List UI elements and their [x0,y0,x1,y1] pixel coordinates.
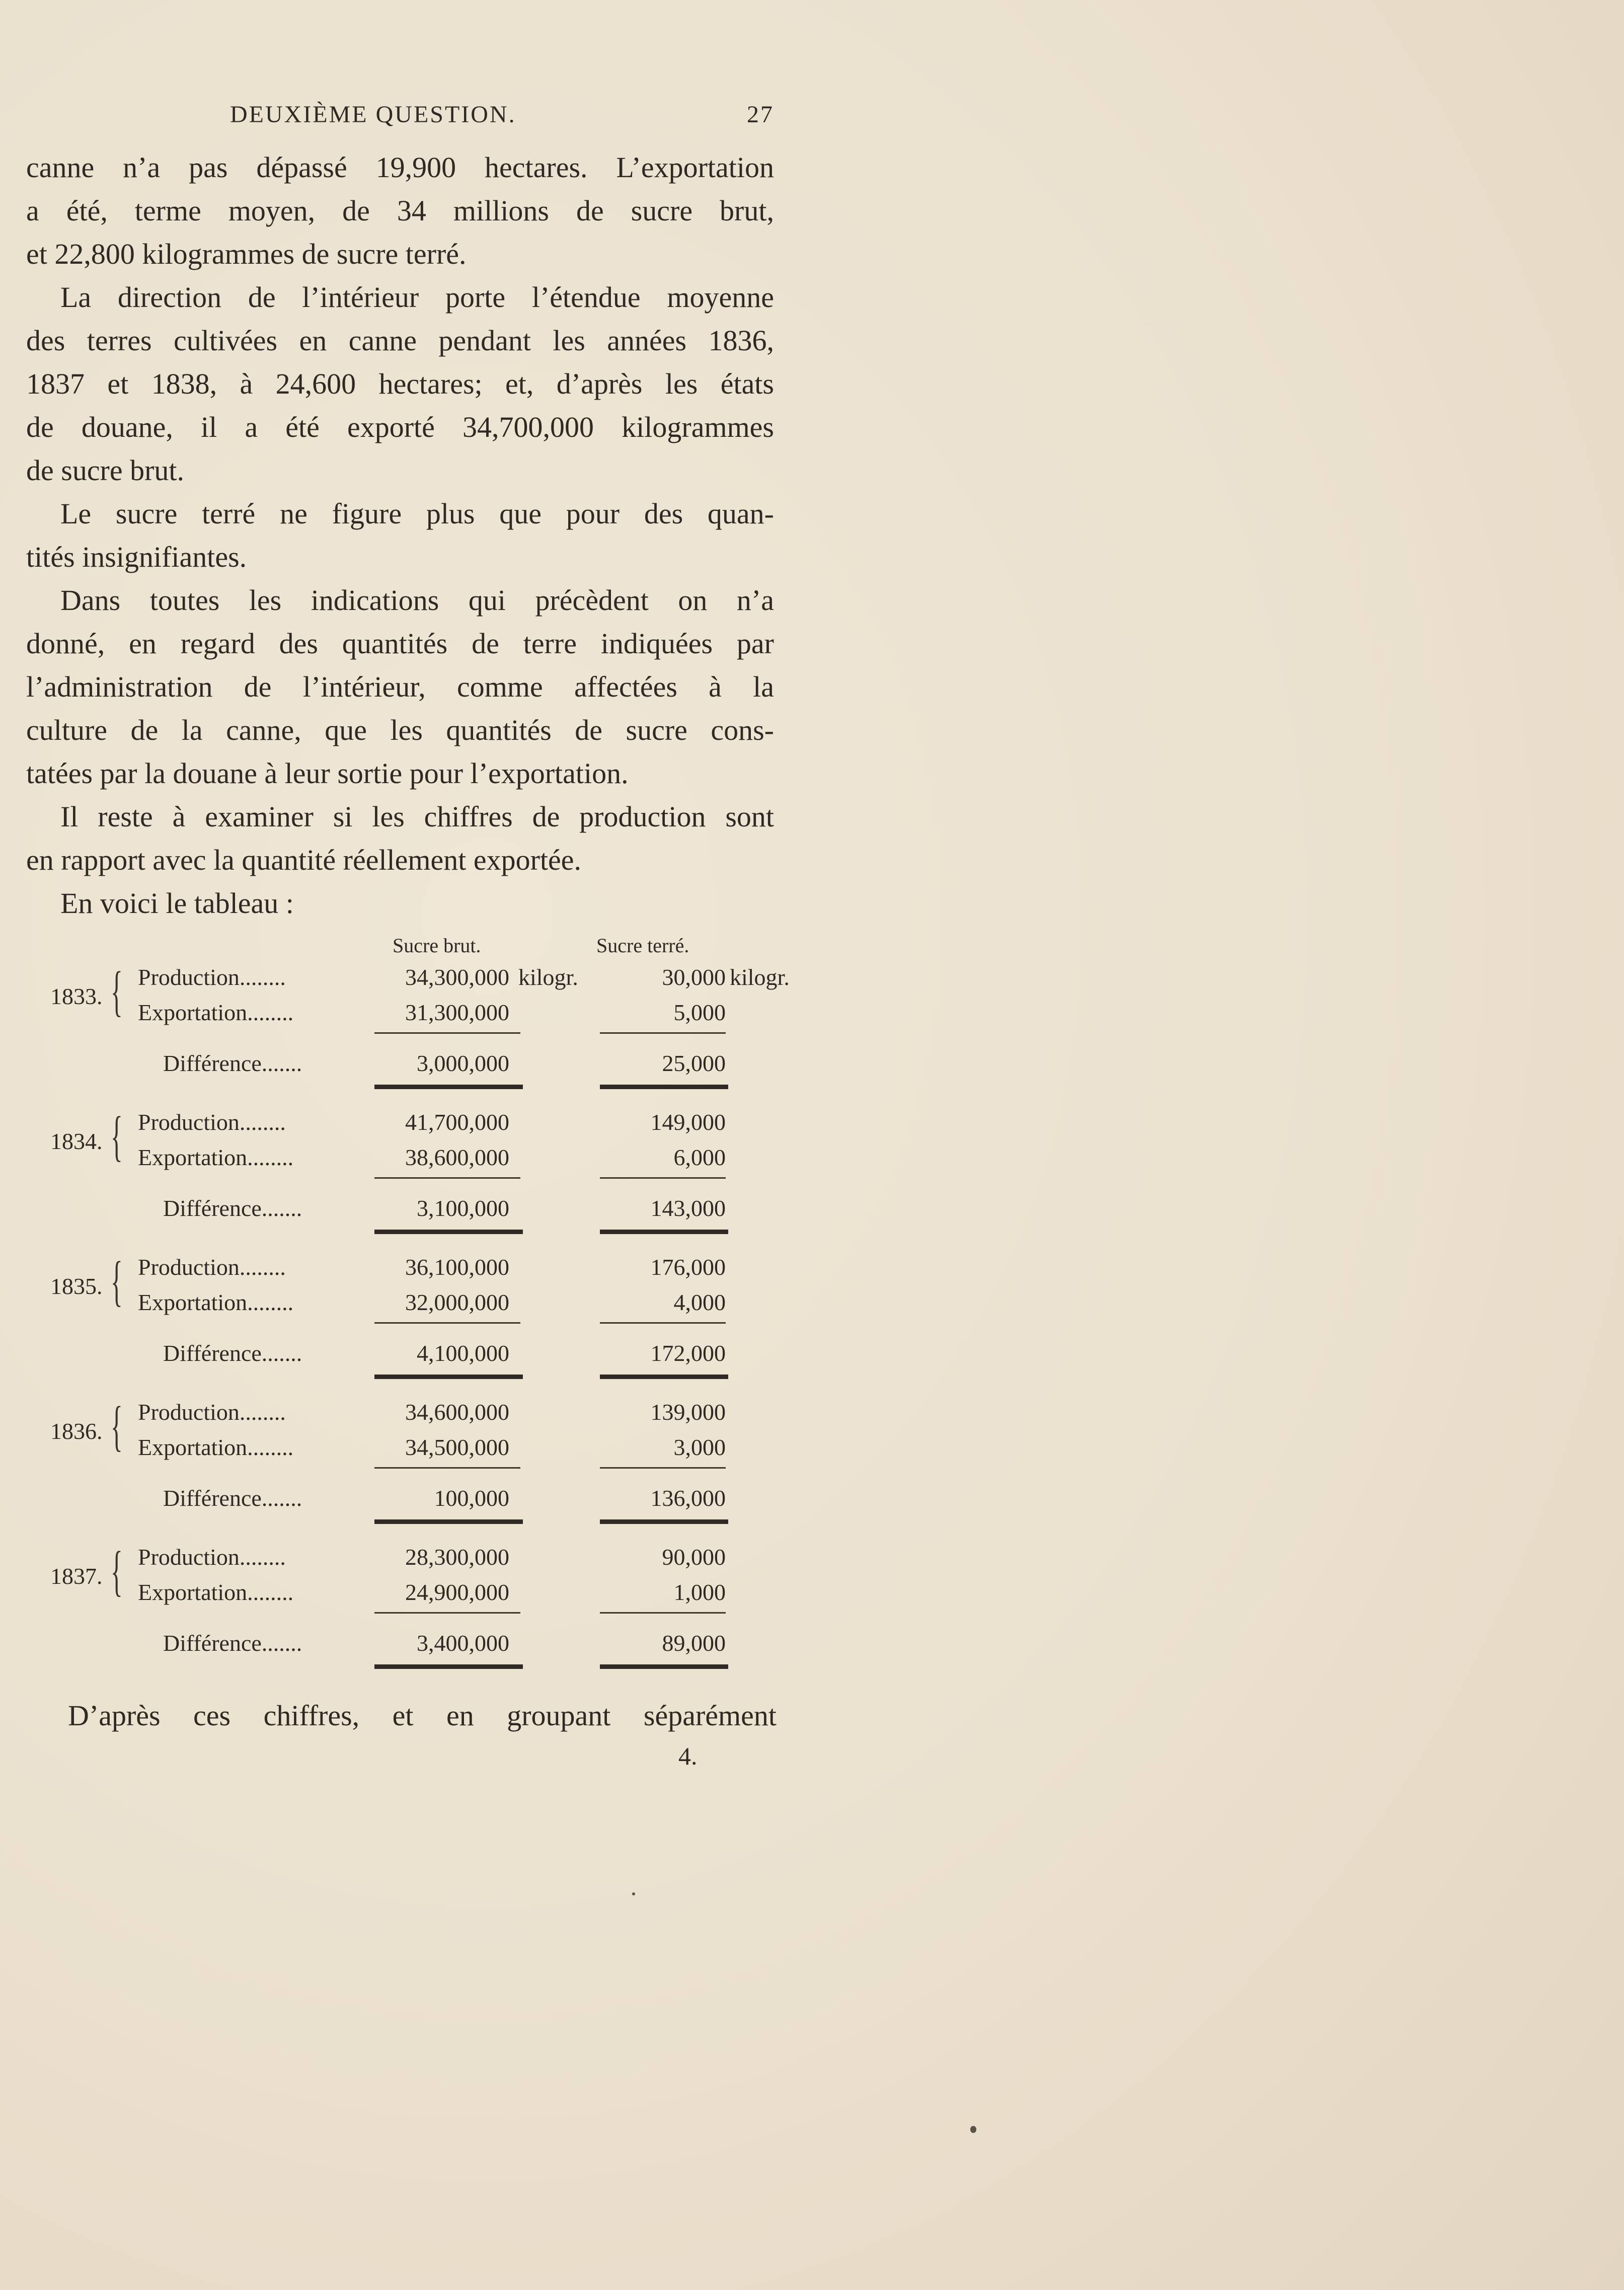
year-label: 1835. [50,1273,103,1299]
text-line: canne n’a pas dépassé 19,900 hectares. L’exportation [26,151,774,184]
exportation-label: Exportation........ [138,1000,294,1025]
year-block [26,960,790,1109]
brut-exportation-value: 34,500,000 [405,1434,509,1460]
total-double-rule [600,1664,728,1669]
exportation-label: Exportation........ [138,1289,294,1315]
production-label: Production........ [138,1254,286,1280]
year-label: 1837. [50,1563,103,1589]
text-line: culture de la canne, que les quantités de sucre cons- [26,714,774,746]
brut-difference-value: 3,400,000 [417,1630,509,1656]
total-double-rule [600,1375,728,1379]
brace-glyph: { [111,1250,123,1312]
year-block [26,1395,774,1544]
production-label: Production........ [138,1544,286,1570]
text-line: Le sucre terré ne figure plus que pour des quan- [60,497,774,530]
total-double-rule [374,1085,523,1089]
text-line: l’administration de l’intérieur, comme affectées à la [26,670,774,703]
terre-exportation-value: 3,000 [673,1434,726,1460]
column-header-sucre-terre: Sucre terré. [596,934,689,957]
brut-exportation-value: 24,900,000 [405,1579,509,1605]
brace-glyph: { [111,960,123,1022]
column-header-sucre-brut: Sucre brut. [393,934,481,957]
page-number: 27 [747,101,774,128]
total-double-rule [374,1230,523,1234]
exportation-label: Exportation........ [138,1579,294,1605]
brace-glyph: { [111,1105,123,1167]
year-block [26,1540,774,1689]
running-head: DEUXIÈME QUESTION. [230,101,516,128]
text-line: de sucre brut. [26,454,185,487]
production-label: Production........ [138,1399,286,1425]
text-line: a été, terme moyen, de 34 millions de sucre brut, [26,194,774,227]
sum-rule [374,1177,520,1179]
sum-rule [600,1322,726,1324]
brace-glyph: { [111,1540,123,1601]
total-double-rule [374,1519,523,1524]
brut-difference-value: 100,000 [434,1485,509,1511]
sum-rule [600,1612,726,1614]
ink-spot [970,2126,976,2133]
closing-line: D’après ces chiffres, et en groupant séparément [68,1699,777,1732]
difference-label: Différence....... [163,1485,302,1511]
sum-rule [374,1467,520,1469]
text-line: et 22,800 kilogrammes de sucre terré. [26,238,467,270]
terre-production-value: 30,000 [662,964,726,990]
difference-label: Différence....... [163,1195,302,1221]
body-text [26,146,774,925]
text-line: Dans toutes les indications qui précèdent on n’a [60,584,774,617]
text-line: La direction de l’intérieur porte l’étendue moyenne [60,281,774,314]
brut-production-value: 34,300,000 [405,964,509,990]
total-double-rule [374,1375,523,1379]
brut-difference-value: 3,000,000 [417,1050,509,1076]
sum-rule [374,1322,520,1324]
unit-label-terre: kilogr. [730,964,790,990]
brut-exportation-value: 31,300,000 [405,1000,509,1025]
terre-exportation-value: 6,000 [673,1144,726,1170]
sum-rule [374,1612,520,1614]
terre-difference-value: 136,000 [650,1485,726,1511]
brut-difference-value: 3,100,000 [417,1195,509,1221]
text-line: tités insignifiantes. [26,541,247,573]
text-line: donné, en regard des quantités de terre indiquées par [26,627,774,660]
page-header [26,101,774,136]
text-line: en rapport avec la quantité réellement exportée. [26,844,582,876]
terre-exportation-value: 4,000 [673,1289,726,1315]
terre-production-value: 176,000 [650,1254,726,1280]
brut-production-value: 34,600,000 [405,1399,509,1425]
text-line: Il reste à examiner si les chiffres de production sont [60,800,774,833]
difference-label: Différence....... [163,1050,302,1076]
brace-glyph: { [111,1395,123,1457]
terre-exportation-value: 1,000 [673,1579,726,1605]
year-block [26,1250,774,1399]
text-line: des terres cultivées en canne pendant les années 1836, [26,324,774,357]
production-label: Production........ [138,964,286,990]
year-label: 1836. [50,1418,103,1444]
total-double-rule [374,1664,523,1669]
sum-rule [600,1032,726,1034]
terre-difference-value: 25,000 [662,1050,726,1076]
total-double-rule [600,1085,728,1089]
brut-production-value: 28,300,000 [405,1544,509,1570]
year-label: 1833. [50,983,103,1009]
exportation-label: Exportation........ [138,1144,294,1170]
text-line: tatées par la douane à leur sortie pour l’exportation. [26,757,629,790]
terre-difference-value: 89,000 [662,1630,726,1656]
terre-production-value: 90,000 [662,1544,726,1570]
text-line: 1837 et 1838, à 24,600 hectares; et, d’après les états [26,367,774,400]
terre-production-value: 139,000 [650,1399,726,1425]
difference-label: Différence....... [163,1630,302,1656]
year-label: 1834. [50,1128,103,1154]
brut-production-value: 36,100,000 [405,1254,509,1280]
signature-mark: 4. [678,1742,698,1770]
total-double-rule [600,1519,728,1524]
sum-rule [374,1032,520,1034]
year-block [26,1105,774,1254]
brut-production-value: 41,700,000 [405,1109,509,1135]
sum-rule [600,1177,726,1179]
terre-difference-value: 143,000 [650,1195,726,1221]
production-label: Production........ [138,1109,286,1135]
brut-exportation-value: 38,600,000 [405,1144,509,1170]
terre-exportation-value: 5,000 [673,1000,726,1025]
terre-difference-value: 172,000 [650,1340,726,1366]
difference-label: Différence....... [163,1340,302,1366]
brut-difference-value: 4,100,000 [417,1340,509,1366]
text-line: de douane, il a été exporté 34,700,000 kilogrammes [26,411,774,443]
terre-production-value: 149,000 [650,1109,726,1135]
exportation-label: Exportation........ [138,1434,294,1460]
sum-rule [600,1467,726,1469]
total-double-rule [600,1230,728,1234]
unit-label-brut: kilogr. [518,964,578,990]
brut-exportation-value: 32,000,000 [405,1289,509,1315]
text-line: En voici le tableau : [60,887,294,920]
ink-spot [632,1892,635,1895]
